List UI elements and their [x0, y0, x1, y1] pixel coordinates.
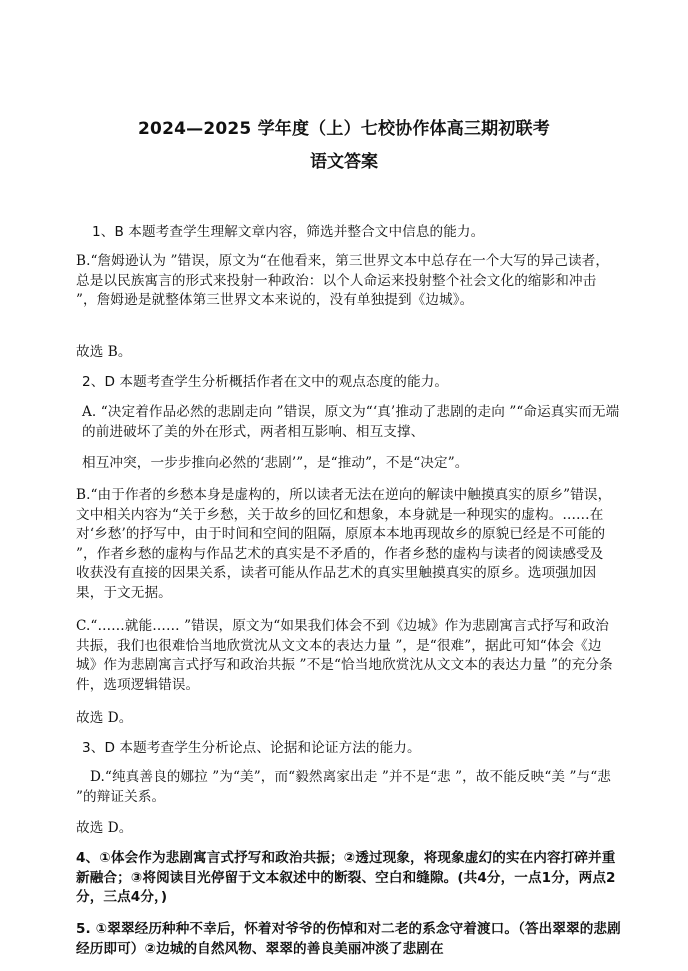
answer-4: 4、①体会作为悲剧寓言式抒写和政治共振；②透过现象，将现象虚幻的实在内容打碎并重新融合；③将阅读目光停留于文本叙述中的断裂、空白和缝隙。(共4分，一点1分，两点2分，三点4分，)	[76, 850, 616, 905]
answer-3-option-d: D.“纯真善良的娜拉 ”为“美”，而“毅然离家出走 ”并不是“悲 ”，故不能反映“美 ”与“悲 ”的辩证关系。	[76, 769, 611, 805]
document-subtitle: 语文答案	[310, 152, 378, 172]
answer-2-option-c: C.“……就能…… ”错误，原文为“如果我们体会不到《边城》作为悲剧寓言式抒写和政治共振，我们也很难恰当地欣赏沈从文文本的表达力量 ”，是“很难”，据此可知“体会《边城》作为悲剧寓言式抒写和政治共振 ”不是“恰当地欣赏沈从文文本的表达力量 ”的充分条件，选项逻辑错误。	[76, 618, 613, 693]
answer-2-option-b: B.“由于作者的乡愁本身是虚构的，所以读者无法在逆向的解读中触摸真实的原乡”错误， 文中相关内容为“关于乡愁，关于故乡的回忆和想象，本身就是一种现实的虚构。……在对‘乡愁’的抒写中，由于时间和空间的阻隔，原原本本地再现故乡的原貌已经是不可能的 ”，作者乡愁的虚构与作品艺术的真实是不矛盾的，作者乡愁的虚构与读者的阅读感受及收获没有直接的因果关系，读者可能从作品艺术的真实里触摸真实的原乡。选项强加因果，于文无据。	[76, 487, 612, 601]
answer-1-heading: 1、B 本题考查学生理解文章内容，筛选并整合文中信息的能力。	[92, 224, 485, 240]
answer-1-conclusion: 故选 B。	[76, 344, 132, 360]
answer-1-explanation: B.“詹姆逊认为 ”错误，原文为“在他看来，第三世界文本中总存在一个大写的异己读者，总是以民族寓言的形式来投射一种政治：以个人命运来投射整个社会文化的缩影和冲击 ”，詹姆逊是就整体第三世界文本来说的，没有单独提到《边城》。	[76, 253, 610, 308]
answer-5: 5. ①翠翠经历种种不幸后，怀着对爷爷的伤悼和对二老的系念守着渡口。（答出翠翠的悲剧经历即可）②边城的自然风物、翠翠的善良美丽冲淡了悲剧在	[76, 921, 621, 957]
answer-2-option-a-cont: 相互冲突，一步步推向必然的‘悲剧’”，是“推动”，不是“决定”。	[82, 455, 469, 471]
answer-2-option-a: A. “决定着作品必然的悲剧走向 ”错误，原文为“‘真’推动了悲剧的走向 ”“命运真实而无端的前进破坏了美的外在形式，两者相互影响、相互支撑、	[82, 404, 620, 440]
answer-3-heading: 3、D 本题考查学生分析论点、论据和论证方法的能力。	[82, 740, 421, 756]
answer-3-conclusion: 故选 D。	[76, 820, 133, 836]
answer-2-heading: 2、D 本题考查学生分析概括作者在文中的观点态度的能力。	[82, 374, 449, 390]
document-title: 2024—2025 学年度（上）七校协作体高三期初联考	[138, 119, 550, 139]
answer-2-conclusion: 故选 D。	[76, 710, 133, 726]
